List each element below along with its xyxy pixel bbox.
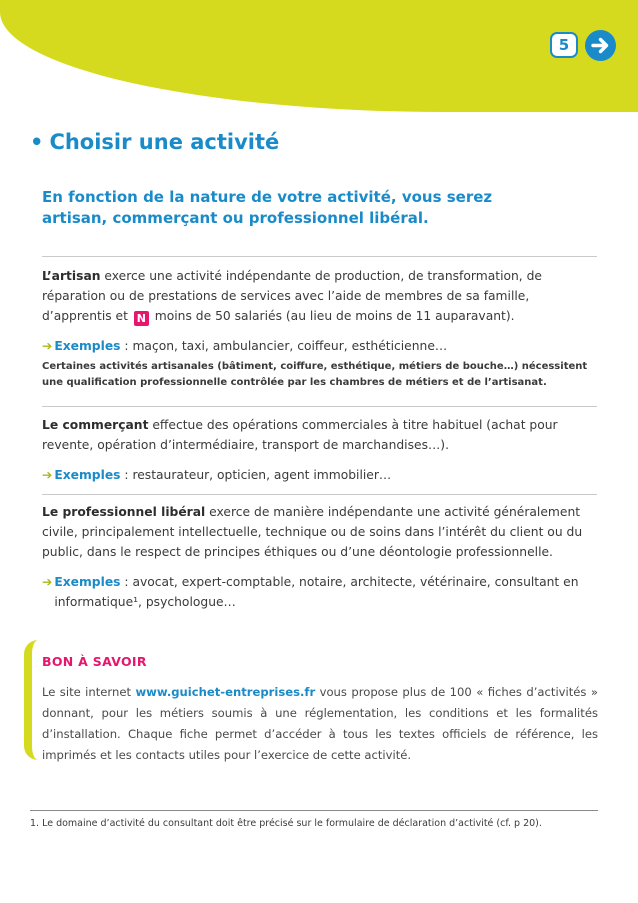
intro-text: En fonction de la nature de votre activité, vous serez artisan, commerçant ou professionnel libéral. — [42, 188, 493, 227]
next-page-arrow-icon[interactable] — [585, 30, 616, 61]
examples-label: Exemples — [54, 575, 121, 589]
footnote-divider — [30, 810, 598, 811]
footnote: 1. Le domaine d’activité du consultant doit être précisé sur le formulaire de déclaration d’activité (cf. p 20). — [30, 818, 542, 829]
artisan-examples — [42, 336, 602, 356]
examples-text: : restaurateur, opticien, agent immobilier… — [120, 468, 392, 482]
title-bullet: • — [30, 130, 44, 154]
bon-a-savoir-text — [42, 682, 598, 766]
arrow-right-icon: ➔ — [42, 575, 53, 589]
examples-text: : avocat, expert-comptable, notaire, architecte, vétérinaire, consultant en informatique¹, psychologue… — [54, 575, 579, 609]
divider — [42, 256, 597, 257]
commercant-paragraph — [42, 415, 602, 455]
arrow-right-icon: ➔ — [42, 468, 53, 482]
liberal-section — [42, 502, 602, 612]
liberal-text: exerce de manière indépendante une activité généralement civile, principalement intellectuelle, technique ou de soins dans l’intérêt du client ou du public, dans le respect de principes éthiques ou d’une déontologie professionnelle. — [42, 505, 583, 559]
info-box-bracket — [24, 640, 40, 760]
artisan-text-end: moins de 50 salariés (au lieu de moins de 11 auparavant). — [150, 309, 515, 323]
commercant-section — [42, 415, 602, 485]
page-number: 5 — [550, 32, 578, 58]
box-text-start: Le site internet — [42, 685, 136, 699]
liberal-paragraph — [42, 502, 602, 562]
artisan-section — [42, 266, 602, 391]
artisan-lead: L’artisan — [42, 269, 101, 283]
guichet-entreprises-link[interactable]: www.guichet-entreprises.fr — [135, 685, 316, 699]
title-text: Choisir une activité — [49, 130, 280, 154]
artisan-text: exerce une activité indépendante de production, de transformation, de réparation ou de prestations de services avec l’aide de membres de sa famille, d’apprentis et — [42, 269, 542, 323]
page-title — [30, 130, 279, 154]
examples-label: Exemples — [54, 468, 121, 482]
examples-label: Exemples — [54, 339, 121, 353]
liberal-examples — [42, 572, 602, 612]
bon-a-savoir-title: BON À SAVOIR — [42, 654, 147, 669]
artisan-note: Certaines activités artisanales (bâtiment, coiffure, esthétique, métiers de bouche…) nécessitent une qualification professionnelle contrôlée par les chambres de métiers et de l’artisanat. — [42, 361, 588, 388]
artisan-paragraph — [42, 266, 602, 326]
new-badge: N — [134, 311, 149, 326]
divider — [42, 406, 597, 407]
liberal-lead: Le professionnel libéral — [42, 505, 206, 519]
box-text-end: vous propose plus de 100 « fiches d’activités » donnant, pour les métiers soumis à une réglementation, les conditions et les formalités d’installation. Chaque fiche permet d’accéder à tous les textes officiels de référence, les imprimés et les contacts utiles pour l’exercice de cette activité. — [42, 685, 598, 762]
commercant-text: effectue des opérations commerciales à titre habituel (achat pour revente, opération d’intermédiaire, transport de marchandises…). — [42, 418, 558, 452]
commercant-lead: Le commerçant — [42, 418, 149, 432]
commercant-examples — [42, 465, 602, 485]
examples-text: : maçon, taxi, ambulancier, coiffeur, esthéticienne… — [120, 339, 448, 353]
arrow-right-icon: ➔ — [42, 339, 53, 353]
header-band — [0, 0, 638, 112]
divider — [42, 494, 597, 495]
